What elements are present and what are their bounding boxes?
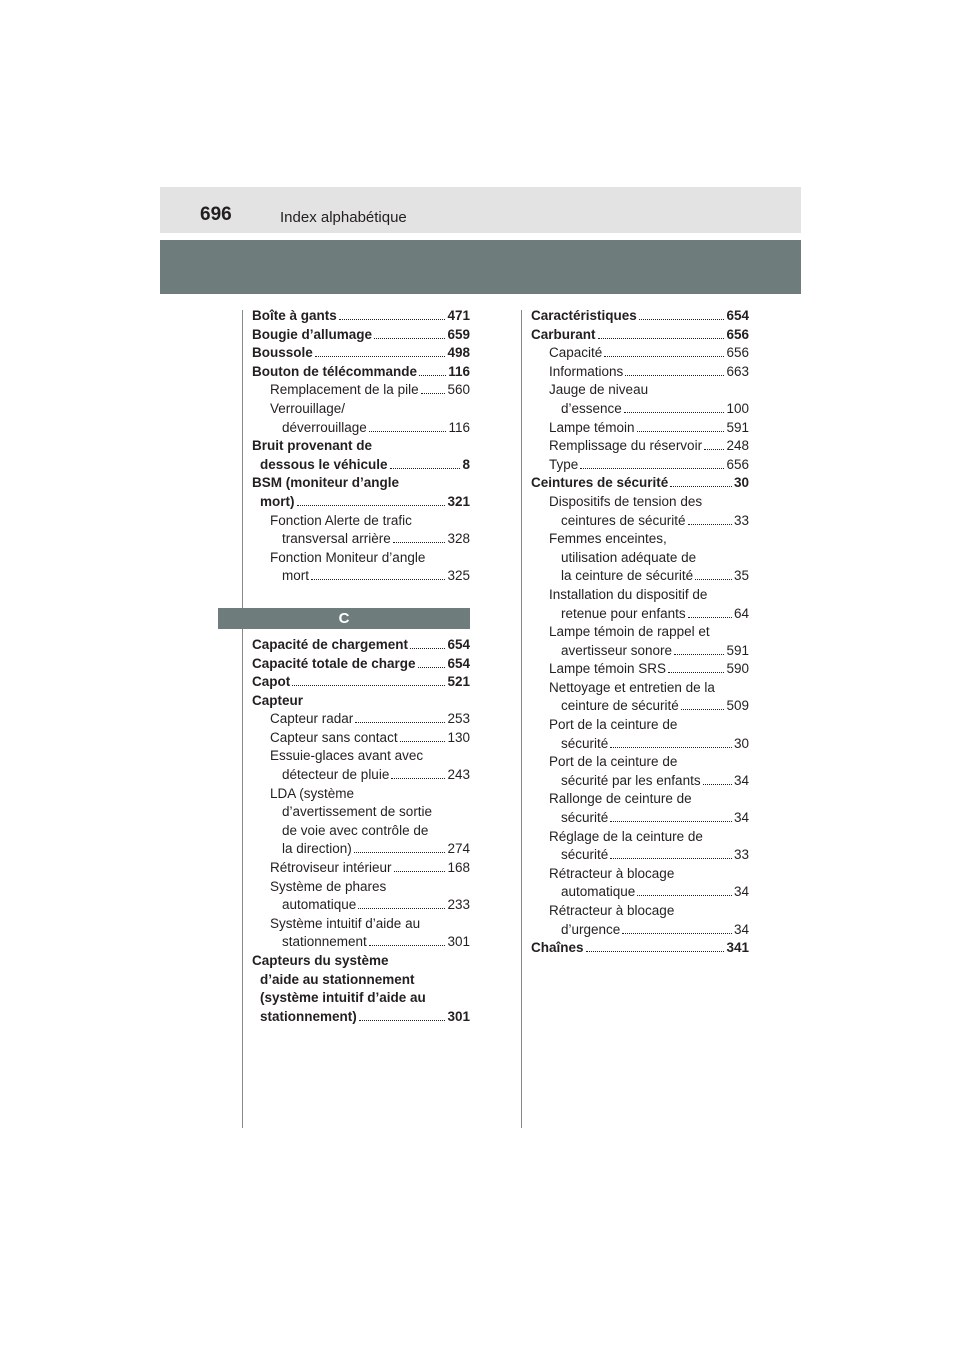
index-entry: [252, 307, 470, 326]
entry-term: détecteur de pluie: [282, 767, 390, 783]
entry-term: Remplacement de la pile: [270, 382, 419, 398]
index-entry: [252, 419, 470, 438]
entry-term: Nettoyage et entretien de la: [549, 679, 715, 695]
entry-term: LDA (système: [270, 785, 355, 801]
index-entry: [252, 437, 470, 456]
entry-term: Dispositifs de tension des: [549, 493, 703, 509]
dot-leader: [391, 778, 445, 779]
entry-term: Rétracteur à blocage: [549, 903, 675, 918]
dot-leader: [580, 468, 724, 469]
index-entry: [531, 400, 749, 419]
dot-leader: [624, 412, 725, 413]
entry-page-number: 663: [726, 363, 749, 379]
dot-leader: [339, 319, 446, 320]
index-column-left: [252, 307, 470, 1026]
index-entry: [252, 1008, 470, 1027]
entry-page-number: 30: [733, 475, 749, 491]
dot-leader: [625, 375, 724, 376]
entry-term: Boîte à gants: [252, 308, 337, 323]
entry-term: automatique: [561, 884, 636, 900]
index-entry: [531, 530, 749, 549]
dot-leader: [688, 617, 732, 618]
entry-term: Réglage de la ceinture de: [549, 828, 703, 844]
entry-page-number: 8: [462, 456, 470, 472]
entry-term: d’essence: [561, 400, 622, 416]
entry-term: Capteurs du système: [252, 953, 389, 968]
entry-term: Ceintures de sécurité: [531, 475, 669, 491]
dot-leader: [410, 648, 445, 649]
entry-term: d’urgence: [561, 921, 621, 937]
index-entry: [252, 673, 470, 692]
index-entry: [531, 344, 749, 363]
left-column-rule: [242, 310, 243, 1128]
index-entry: [252, 636, 470, 655]
entry-term: mort): [260, 493, 295, 509]
index-entry: [252, 381, 470, 400]
entry-term: avertisseur sonore: [561, 642, 673, 658]
dot-leader: [374, 338, 445, 339]
dot-leader: [674, 654, 724, 655]
index-entry: [531, 326, 749, 345]
dot-leader: [394, 871, 446, 872]
index-entry: [531, 939, 749, 958]
entry-term: Port de la ceinture de: [549, 717, 678, 733]
entry-term: Fonction Moniteur d’angle: [270, 549, 426, 565]
entry-term: Lampe témoin de rappel et: [549, 624, 710, 640]
index-entry: [252, 803, 470, 822]
index-entry: [252, 952, 470, 971]
index-entry: [531, 605, 749, 624]
entry-term: la ceinture de sécurité: [561, 568, 694, 584]
index-entry: [531, 549, 749, 568]
dot-leader: [604, 356, 724, 357]
dot-leader: [637, 895, 732, 896]
index-entry: [531, 753, 749, 772]
entry-term: Essuie-glaces avant avec: [270, 748, 424, 764]
index-entry: [531, 307, 749, 326]
index-entry: [531, 828, 749, 847]
entry-term: stationnement): [260, 1008, 357, 1024]
index-entry: [531, 381, 749, 400]
dot-leader: [688, 524, 732, 525]
entry-page-number: 34: [733, 772, 749, 788]
entry-term: ceintures de sécurité: [561, 512, 686, 528]
index-entry: [531, 790, 749, 809]
dot-leader: [390, 468, 461, 469]
entry-term: Capteur: [252, 692, 304, 708]
entry-page-number: 560: [447, 382, 470, 398]
index-entry: [531, 660, 749, 679]
entry-term: déverrouillage: [282, 419, 367, 435]
entry-term: automatique: [282, 897, 357, 913]
index-entry: [252, 456, 470, 475]
index-entry: [252, 971, 470, 990]
index-entry: [252, 785, 470, 804]
index-entry: [531, 642, 749, 661]
entry-page-number: 64: [733, 605, 749, 621]
entry-term: Fonction Alerte de trafic: [270, 512, 412, 528]
entry-page-number: 30: [733, 735, 749, 751]
index-entry: [531, 809, 749, 828]
index-entry: [531, 586, 749, 605]
dot-leader: [610, 747, 732, 748]
entry-term: mort: [282, 568, 309, 584]
entry-page-number: 509: [726, 698, 749, 714]
entry-term: Installation du dispositif de: [549, 586, 708, 602]
index-entry: [252, 822, 470, 841]
dot-leader: [355, 722, 445, 723]
entry-page-number: 274: [447, 841, 470, 857]
entry-page-number: 590: [726, 661, 749, 677]
entry-term: sécurité: [561, 847, 609, 863]
dot-leader: [292, 685, 445, 686]
index-entry: [531, 567, 749, 586]
entry-page-number: 301: [447, 1008, 470, 1024]
entry-term: Chaînes: [531, 940, 584, 956]
entry-page-number: 659: [447, 326, 470, 342]
dot-leader: [297, 505, 446, 506]
entry-term: d’aide au stationnement: [260, 971, 415, 987]
index-entry: [252, 710, 470, 729]
index-entry: [252, 878, 470, 897]
index-entry: [531, 921, 749, 940]
entry-page-number: 34: [733, 921, 749, 937]
entry-term: Femmes enceintes,: [549, 531, 667, 547]
entry-page-number: 33: [733, 512, 749, 528]
index-entry: [252, 933, 470, 952]
section-title: Index alphabétique: [280, 209, 407, 226]
dot-leader: [610, 858, 732, 859]
entry-term: Bouton de télécommande: [252, 363, 418, 379]
entry-term: dessous le véhicule: [260, 456, 388, 472]
index-entry: [531, 846, 749, 865]
index-entry: [531, 512, 749, 531]
dot-leader: [586, 951, 725, 952]
index-entry: [531, 437, 749, 456]
entry-term: Système de phares: [270, 878, 387, 894]
index-entry: [531, 697, 749, 716]
index-entry: [252, 512, 470, 531]
entry-term: (système intuitif d’aide au: [260, 990, 426, 1006]
dot-leader: [315, 356, 446, 357]
index-entry: [252, 344, 470, 363]
entry-term: Carburant: [531, 326, 596, 342]
entry-page-number: 35: [733, 568, 749, 584]
index-entry: [531, 865, 749, 884]
index-entry: [531, 623, 749, 642]
entry-page-number: 656: [726, 456, 749, 472]
dot-leader: [359, 1020, 446, 1021]
entry-page-number: 521: [447, 674, 470, 690]
dot-leader: [419, 375, 446, 376]
index-entry: [252, 567, 470, 586]
entry-term: la direction): [282, 841, 352, 857]
dot-leader: [637, 431, 725, 432]
entry-page-number: 656: [726, 326, 749, 342]
index-entry: [252, 840, 470, 859]
index-entry: [531, 902, 749, 921]
index-entry: [252, 766, 470, 785]
dot-leader: [369, 945, 446, 946]
dot-leader: [400, 741, 446, 742]
entry-page-number: 116: [448, 419, 470, 435]
entry-term: Lampe témoin: [549, 419, 635, 435]
entry-term: Capteur radar: [270, 711, 354, 727]
index-entry: [252, 530, 470, 549]
index-entry: [252, 989, 470, 1008]
index-entry: [252, 896, 470, 915]
index-entry: [252, 326, 470, 345]
entry-page-number: 591: [726, 642, 749, 658]
entry-page-number: 341: [726, 940, 749, 956]
entry-page-number: 328: [447, 531, 470, 547]
entry-term: Rétracteur à blocage: [549, 865, 675, 881]
header-band: [160, 187, 801, 233]
dot-leader: [681, 709, 725, 710]
dot-leader: [695, 579, 732, 580]
index-entry: [252, 474, 470, 493]
index-entry: [531, 474, 749, 493]
index-entry: [252, 859, 470, 878]
entry-page-number: 100: [726, 400, 749, 416]
index-entry: [252, 493, 470, 512]
index-entry: [252, 363, 470, 382]
entry-page-number: 471: [447, 308, 470, 323]
page-number: 696: [200, 204, 232, 225]
entry-page-number: 591: [726, 419, 749, 435]
section-letter-c: C: [218, 608, 470, 629]
index-entry: [531, 493, 749, 512]
entry-page-number: 253: [447, 711, 470, 727]
index-entry: [252, 729, 470, 748]
dot-leader: [639, 319, 725, 320]
entry-term: transversal arrière: [282, 531, 391, 547]
dot-leader: [622, 933, 732, 934]
index-entry: [252, 655, 470, 674]
index-entry: [531, 772, 749, 791]
entry-term: utilisation adéquate de: [561, 549, 697, 565]
entry-page-number: 301: [447, 934, 470, 950]
entry-term: Port de la ceinture de: [549, 754, 678, 770]
dot-leader: [704, 449, 724, 450]
entry-list-b: [252, 307, 470, 586]
entry-term: ceinture de sécurité: [561, 698, 679, 714]
entry-page-number: 34: [733, 810, 749, 826]
entry-term: sécurité par les enfants: [561, 772, 701, 788]
entry-term: retenue pour enfants: [561, 605, 686, 621]
entry-page-number: 654: [447, 655, 470, 671]
entry-term: Bougie d’allumage: [252, 326, 373, 342]
index-entry: [252, 400, 470, 419]
dot-leader: [421, 393, 446, 394]
entry-term: Capacité totale de charge: [252, 655, 416, 671]
index-entry: [252, 549, 470, 568]
entry-page-number: 656: [726, 345, 749, 361]
dot-leader: [610, 821, 732, 822]
dot-leader: [418, 667, 446, 668]
entry-term: Capacité: [549, 345, 603, 361]
entry-page-number: 654: [726, 308, 749, 323]
entry-page-number: 34: [733, 884, 749, 900]
index-entry: [531, 883, 749, 902]
dot-leader: [369, 431, 447, 432]
index-entry: [531, 735, 749, 754]
entry-term: Boussole: [252, 345, 313, 361]
entry-list-c-continued: [531, 307, 749, 958]
entry-term: Caractéristiques: [531, 308, 637, 323]
right-column-rule: [521, 310, 522, 1128]
entry-term: stationnement: [282, 934, 367, 950]
dot-leader: [670, 486, 732, 487]
dot-leader: [354, 852, 446, 853]
entry-term: Informations: [549, 363, 624, 379]
entry-term: Capteur sans contact: [270, 729, 398, 745]
entry-page-number: 248: [726, 438, 749, 454]
index-entry: [531, 679, 749, 698]
entry-page-number: 498: [447, 345, 470, 361]
entry-page-number: 233: [447, 897, 470, 913]
dot-leader: [668, 672, 724, 673]
entry-page-number: 243: [447, 767, 470, 783]
entry-page-number: 321: [447, 493, 470, 509]
entry-term: Capot: [252, 674, 291, 690]
dot-leader: [358, 908, 445, 909]
index-entry: [531, 456, 749, 475]
dot-leader: [393, 542, 446, 543]
chapter-band: [160, 240, 801, 294]
entry-term: BSM (moniteur d’angle: [252, 475, 400, 491]
entry-term: Jauge de niveau: [549, 382, 649, 398]
entry-page-number: 33: [733, 847, 749, 863]
entry-term: de voie avec contrôle de: [282, 822, 429, 838]
entry-page-number: 325: [447, 568, 470, 584]
index-entry: [531, 716, 749, 735]
entry-term: Rétroviseur intérieur: [270, 860, 392, 876]
entry-term: d’avertissement de sortie: [282, 804, 433, 820]
entry-term: sécurité: [561, 810, 609, 826]
index-entry: [252, 747, 470, 766]
index-entry: [531, 419, 749, 438]
index-entry: [531, 363, 749, 382]
entry-term: Rallonge de ceinture de: [549, 791, 692, 807]
index-column-right: [531, 307, 749, 958]
dot-leader: [311, 579, 445, 580]
index-entry: [252, 692, 470, 711]
entry-page-number: 116: [448, 363, 470, 379]
entry-page-number: 168: [447, 860, 470, 876]
entry-term: sécurité: [561, 735, 609, 751]
entry-term: Capacité de chargement: [252, 636, 409, 652]
entry-term: Lampe témoin SRS: [549, 661, 667, 677]
entry-page-number: 654: [447, 636, 470, 652]
entry-page-number: 130: [447, 729, 470, 745]
entry-term: Système intuitif d’aide au: [270, 915, 421, 931]
entry-term: Verrouillage/: [270, 400, 346, 416]
entry-term: Remplissage du réservoir: [549, 438, 703, 454]
dot-leader: [598, 338, 725, 339]
entry-term: Bruit provenant de: [252, 438, 373, 454]
index-entry: [252, 915, 470, 934]
entry-list-c: [252, 636, 470, 1026]
dot-leader: [703, 784, 732, 785]
entry-term: Type: [549, 456, 579, 472]
